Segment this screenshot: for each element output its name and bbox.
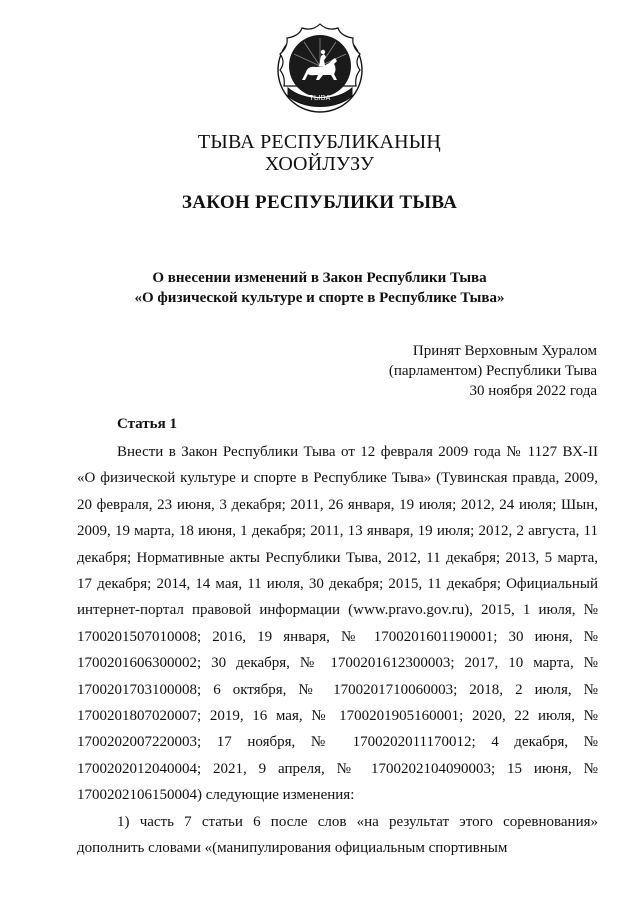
emblem-label: ТЫВА <box>309 95 331 102</box>
adoption-note <box>389 341 597 401</box>
article-heading: Статья 1 <box>117 416 177 432</box>
tuvan-title-line-2: ХООЙЛУЗУ <box>264 153 375 175</box>
subject-line-1: О внесении изменений в Закон Республики Тыва <box>152 270 487 286</box>
adoption-date: 30 ноября 2022 года <box>469 383 597 399</box>
tuvan-law-title <box>0 131 639 175</box>
body-paragraph-1: Внести в Закон Республики Тыва от 12 февраля 2009 года № 1127 ВХ-II «О физической культуре и спорте в Республике Тыва» (Тувинская правда, 2009, 20 февраля, 23 июня, 3 декабря; 2011, 26 января, 19 июля; 2012, 24 июля; Шын, 2009, 19 марта, 18 июня, 1 декабря; 2011, 13 января, 19 июля; 2012, 2 августа, 11 декабря; Нормативные акты Республики Тыва, 2012, 11 декабря; 2013, 5 марта, 17 декабря; 2014, 14 мая, 11 июля, 30 декабря; 2015, 11 декабря; Официальный интернет-портал правовой информации (www.pravo.gov.ru), 2015, 1 июля, № 1700201507010008; 2016, 19 января, № 1700201601190001; 30 июня, № 1700201606300002; 30 декабря, № 1700201612300003; 2017, 10 марта, № 1700201703100008; 6 октября, № 1700201710060003; 2018, 2 июля, № 1700201807020007; 2019, 16 мая, № 1700201905160001; 2020, 22 июля, № 1700202007220003; 17 ноября, № 1700202011170012; 4 декабря, № 1700202012040004; 2021, 9 апреля, № 1700202104090003; 15 июня, № 1700202106150004) следующие изменения: <box>77 444 598 804</box>
emblem <box>274 22 366 114</box>
tuvan-title-line-1: ТЫВА РЕСПУБЛИКАНЫҢ <box>197 131 442 153</box>
body-paragraph-2: 1) часть 7 статьи 6 после слов «на результат этого соревнования» дополнить словами «(манипулирования официальным спортивным <box>77 813 598 857</box>
subject-line-2: «О физической культуре и спорте в Республике Тыва» <box>134 290 505 306</box>
adoption-line-1: Принят Верховным Хуралом <box>412 343 597 359</box>
article-body <box>77 439 598 862</box>
adoption-line-2: (парламентом) Республики Тыва <box>388 363 597 379</box>
law-subject <box>0 268 639 308</box>
law-title: ЗАКОН РЕСПУБЛИКИ ТЫВА <box>181 192 458 213</box>
